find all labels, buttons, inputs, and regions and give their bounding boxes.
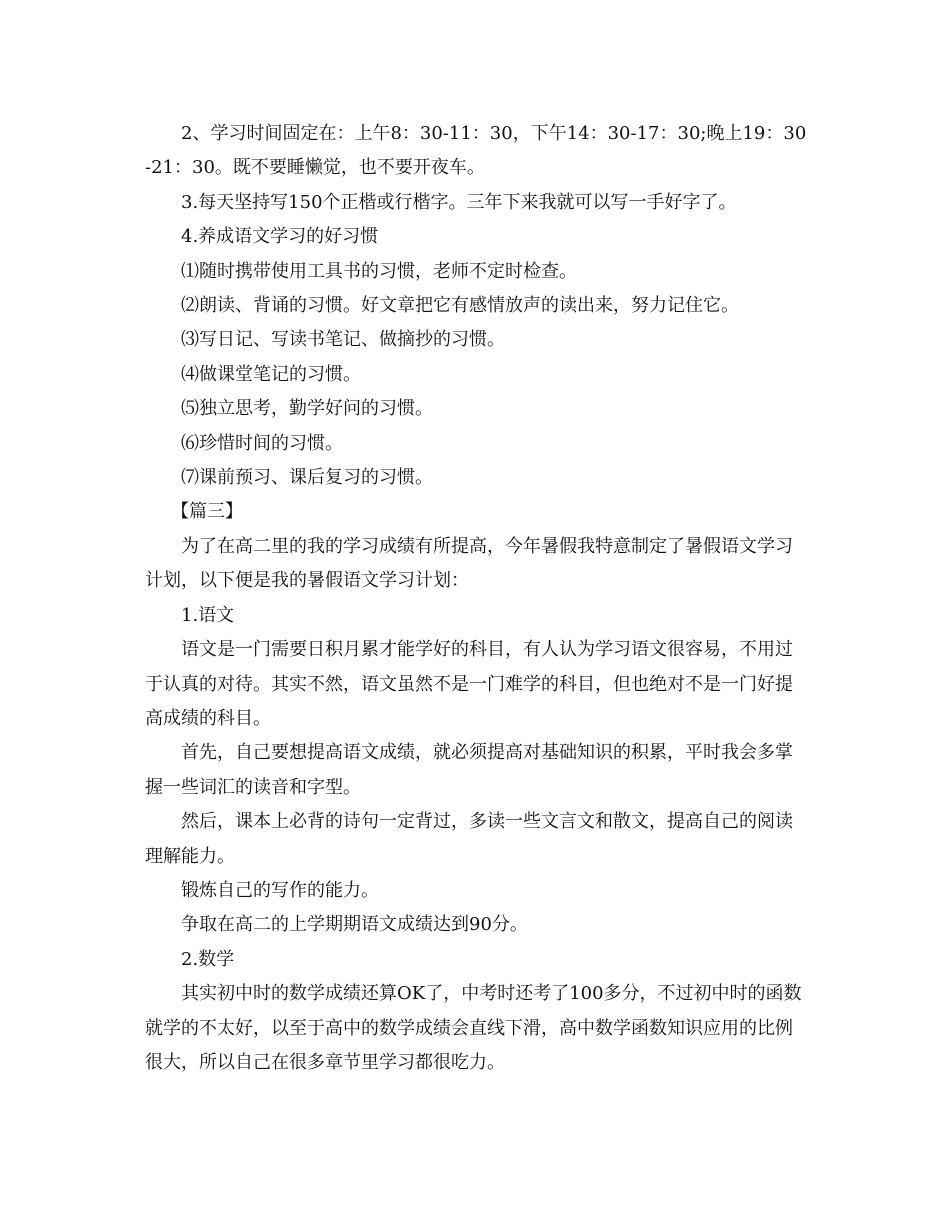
section-heading-part-three: 【篇三】 xyxy=(171,501,243,523)
list-item-habit-3: ⑶写日记、写读书笔记、做摘抄的习惯。 xyxy=(181,329,505,351)
list-item-habit-2: ⑵朗读、背诵的习惯。好文章把它有感情放声的读出来，努力记住它。 xyxy=(181,295,739,317)
paragraph-chinese-first: 首先，自己要想提高语文成绩，就必须提高对基础知识的积累，平时我会多掌握一些词汇的读音和字型。 xyxy=(145,742,793,798)
paragraph-writing-ability: 锻炼自己的写作的能力。 xyxy=(181,879,379,901)
paragraph-chinese-goal: 争取在高二的上学期期语文成绩达到90分。 xyxy=(181,914,528,936)
paragraph-handwriting: 3.每天坚持写150个正楷或行楷字。三年下来我就可以写一手好字了。 xyxy=(181,191,737,213)
paragraph-chinese-then: 然后，课本上必背的诗句一定背过，多读一些文言文和散文，提高自己的阅读理解能力。 xyxy=(145,811,793,867)
document-body xyxy=(145,117,810,1080)
paragraph-habits-heading: 4.养成语文学习的好习惯 xyxy=(181,226,379,248)
list-item-habit-1: ⑴随时携带使用工具书的习惯，老师不定时检查。 xyxy=(181,260,577,282)
list-item-habit-5: ⑸独立思考，勤学好问的习惯。 xyxy=(181,398,433,420)
list-item-habit-4: ⑷做课堂笔记的习惯。 xyxy=(181,363,361,385)
subheading-math: 2.数学 xyxy=(181,948,235,970)
list-item-habit-7: ⑺课前预习、课后复习的习惯。 xyxy=(181,467,433,489)
paragraph-math: 其实初中时的数学成绩还算OK了，中考时还考了100多分，不过初中时的函数就学的不太好，以至于高中的数学成绩会直线下滑，高中数学函数知识应用的比例很大，所以自己在很多章节里学习都很吃力。 xyxy=(145,983,802,1073)
paragraph-intro: 为了在高二里的我的学习成绩有所提高，今年暑假我特意制定了暑假语文学习计划，以下便是我的暑假语文学习计划： xyxy=(145,535,793,592)
list-item-habit-6: ⑹珍惜时间的习惯。 xyxy=(181,432,343,454)
paragraph-chinese-overview: 语文是一门需要日积月累才能学好的科目，有人认为学习语文很容易，不用过于认真的对待。其实不然，语文虽然不是一门难学的科目，但也绝对不是一门好提高成绩的科目。 xyxy=(145,639,793,729)
paragraph-study-time: 2、学习时间固定在：上午8：30-11：30，下午14：30-17：30;晚上19：30-21：30。既不要睡懒觉，也不要开夜车。 xyxy=(145,123,807,179)
subheading-chinese: 1.语文 xyxy=(181,604,235,626)
